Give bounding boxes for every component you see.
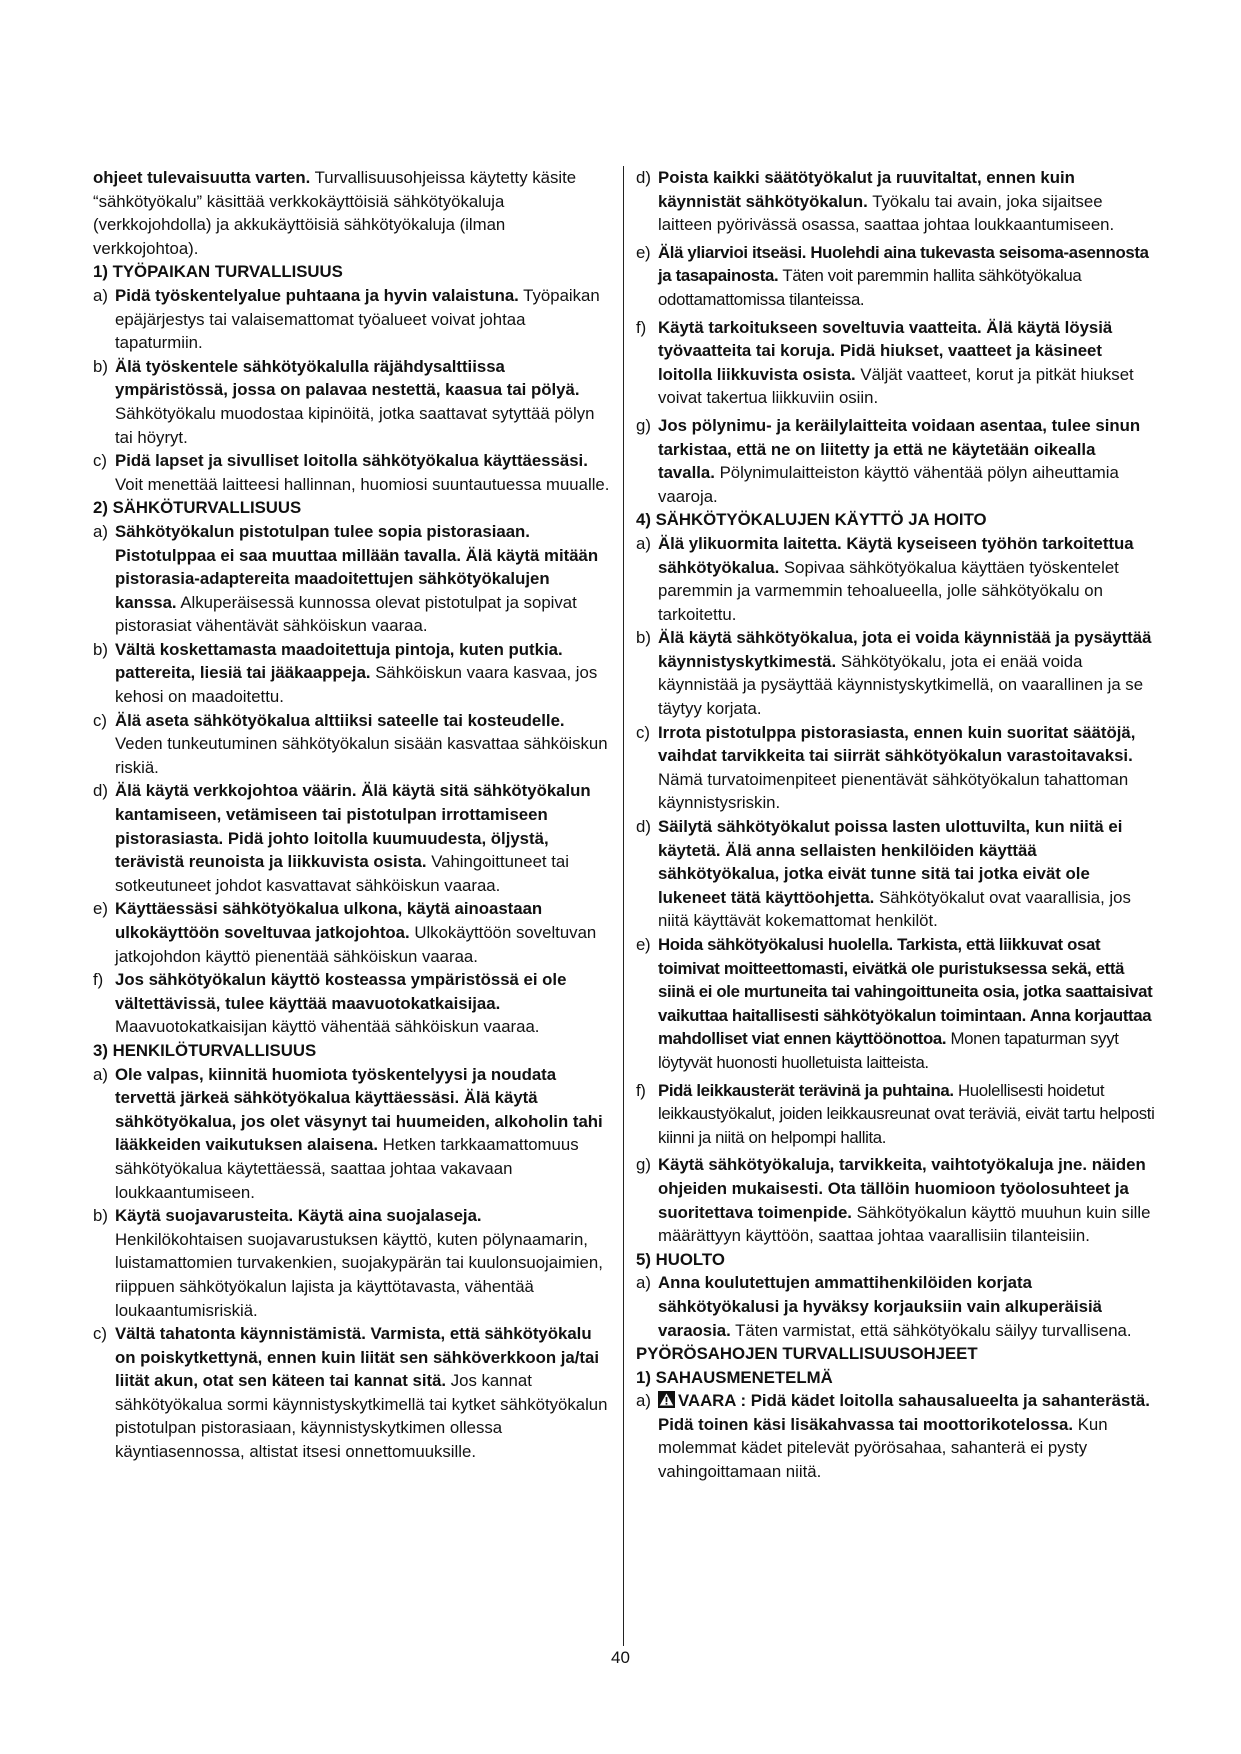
list-item: c) Vältä tahatonta käynnistämistä. Varmista, että sähkötyökalu on poiskytkettynä, ennen kuin liität sen sähköverkkoon ja/tai liität akun, otat sen käteen tai kannat sitä. Jos kannat sähkötyökalua sormi käynnistyskytkimellä tai kytket sähkötyökalun pistotulpan pistorasiaan, käynnistyskytkimen ollessa käyntiasennossa, altistat itsesi onnettomuuksille.: [93, 1324, 608, 1462]
list-item: b) Vältä koskettamasta maadoitettuja pintoja, kuten putkia. pattereita, liesiä tai jääkaappeja. Sähköiskun vaara kasvaa, jos kehosi on maadoitettu.: [93, 639, 598, 707]
list-item: c) Irrota pistotulppa pistorasiasta, ennen kuin suoritat säätöjä, vaihdat tarvikkeita tai siirrät sähkötyökalun varastoitavaksi. Nämä turvatoimenpiteet pienentävät sähkötyökalun tahattoman käynnistysriskin.: [636, 722, 1136, 813]
list-item: f) Käytä tarkoitukseen soveltuvia vaatteita. Älä käytä löysiä työvaatteita tai koruja. Pidä hiukset, vaatteet ja käsineet loitolla liikkuvista osista. Väljät vaatteet, korut ja pitkät hiukset voivat takertua liikkuviin osiin.: [636, 317, 1134, 408]
right-column: [636, 166, 1156, 1484]
list-item: b) Älä työskentele sähkötyökalulla räjähdysalttiissa ympäristössä, jossa on palavaa nestettä, kaasua tai pölyä. Sähkötyökalu muodostaa kipinöitä, jotka saattavat sytyttää pölyn tai höyryt.: [93, 356, 595, 447]
list-item: d) Säilytä sähkötyökalut poissa lasten ulottuvilta, kun niitä ei käytetä. Älä anna sellaisten henkilöiden käyttää sähkötyökalua, jotka eivät tunne sitä tai jotka eivät ole lukeneet tätä käyttöohjetta. Sähkötyökalut ovat vaarallisia, jos niitä käyttävät kokemattomat henkilöt.: [636, 817, 1131, 931]
list-item: c) Älä aseta sähkötyökalua alttiiksi sateelle tai kosteudelle. Veden tunkeutuminen sähkötyökalun sisään kasvattaa sähköiskun riskiä.: [93, 710, 608, 777]
section-heading-electrical-safety: 2) SÄHKÖTURVALLISUUS: [93, 498, 302, 518]
circular-saw-safety-title: PYÖRÖSAHOJEN TURVALLISUUSOHJEET: [636, 1344, 978, 1364]
section-heading-workplace-safety: 1) TYÖPAIKAN TURVALLISUUS: [93, 262, 343, 282]
list-item: a) Pidä työskentelyalue puhtaana ja hyvin valaistuna. Työpaikan epäjärjestys tai valaisemattomat työalueet voivat johtaa tapaturmiin.: [93, 285, 600, 353]
list-item: e) Älä yliarvioi itseäsi. Huolehdi aina tukevasta seisoma-asennosta ja tasapainosta. Täten voit paremmin hallita sähkötyökalua odottamattomissa tilanteissa.: [636, 242, 1149, 309]
list-item: c) Pidä lapset ja sivulliset loitolla sähkötyökalua käyttäessäsi. Voit menettää laitteesi hallinnan, huomiosi suuntautuessa muualle.: [93, 451, 610, 494]
list-item: a) Sähkötyökalun pistotulpan tulee sopia pistorasiaan. Pistotulppaa ei saa muuttaa millään tavalla. Älä käytä mitään pistorasia-adaptereita maadoitettujen sähkötyökalujen kanssa. Alkuperäisessä kunnossa olevat pistotulpat ja sopivat pistorasiat vähentävät sähköiskun vaaraa.: [93, 521, 599, 636]
list-item: d) Poista kaikki säätötyökalut ja ruuvitaltat, ennen kuin käynnistät sähkötyökalun. Työkalu tai avain, joka sijaitsee laitteen pyörivässä osassa, saattaa johtaa loukkaantumiseen.: [636, 168, 1115, 235]
intro-paragraph: ohjeet tulevaisuutta varten. Turvallisuusohjeissa käytetty käsite “sähkötyökalu” käsittää verkkokäyttöisiä sähkötyökaluja (verkkojohdolla) ja akkukäyttöisiä sähkötyökaluja (ilman verkkojohtoa).: [93, 168, 577, 258]
warning-triangle-icon: [658, 1391, 675, 1408]
list-item: g) Jos pölynimu- ja keräilylaitteita voidaan asentaa, tulee sinun tarkistaa, että ne on liitetty ja että ne käytetään oikealla tavalla. Pölynimulaitteiston käyttö vähentää pölyn aiheuttamia vaaroja.: [636, 415, 1141, 506]
list-item: b) Älä käytä sähkötyökalua, jota ei voida käynnistää ja pysäyttää käynnistyskytkimestä. Sähkötyökalu, jota ei enää voida käynnistää ja pysäyttää käynnistyskytkimellä, on vaarallinen ja se täytyy korjata.: [636, 628, 1152, 719]
section-heading-sawing-method: 1) SAHAUSMENETELMÄ: [636, 1367, 833, 1387]
list-item: a) VAARA : Pidä kädet loitolla sahausalueelta ja sahanterästä. Pidä toinen käsi lisäkahvassa tai moottorikotelossa. Kun molemmat kädet pitelevät pyörösahaa, sahanterä ei pysty vahingoittamaan niitä.: [636, 1391, 1150, 1482]
section-heading-personal-safety: 3) HENKILÖTURVALLISUUS: [93, 1040, 317, 1060]
list-item: a) Älä ylikuormita laitetta. Käytä kyseiseen työhön tarkoitettua sähkötyökalua. Sopivaa sähkötyökalua käyttäen työskentelet paremmin ja varmemmin tehoalueella, jolle sähkötyökalu on tarkoitettu.: [636, 533, 1134, 624]
list-item: g) Käytä sähkötyökaluja, tarvikkeita, vaihtotyökaluja jne. näiden ohjeiden mukaisesti. Ota tällöin huomioon työolosuhteet ja suoritettava toimenpide. Sähkötyökalun käyttö muuhun kuin sille määrättyyn käyttöön, saattaa johtaa vaarallisiin tilanteisiin.: [636, 1155, 1151, 1246]
list-item: a) Anna koulutettujen ammattihenkilöiden korjata sähkötyökalusi ja hyväksy korjauksiin vain alkuperäisiä varaosia. Täten varmistat, että sähkötyökalu säilyy turvallisena.: [636, 1273, 1132, 1340]
page-number: 40: [611, 1648, 630, 1667]
column-divider: [623, 166, 624, 1646]
list-item: f) Pidä leikkausterät terävinä ja puhtaina. Huolellisesti hoidetut leikkaustyökalut, joiden leikkausreunat ovat teräviä, eivät tartu helposti kiinni ja niitä on helpompi hallita.: [636, 1080, 1155, 1147]
section-heading-service: 5) HUOLTO: [636, 1249, 725, 1269]
list-item: f) Jos sähkötyökalun käyttö kosteassa ympäristössä ei ole vältettävissä, tulee käyttää maavuotokatkaisijaa. Maavuotokatkaisijan käyttö vähentää sähköiskun vaaraa.: [93, 970, 567, 1037]
left-column: [93, 166, 613, 1464]
section-heading-tool-use-and-care: 4) SÄHKÖTYÖKALUJEN KÄYTTÖ JA HOITO: [636, 510, 987, 530]
list-item: a) Ole valpas, kiinnitä huomiota työskentelyysi ja noudata tervettä järkeä sähkötyökalua käyttäessäsi. Älä käytä sähkötyökalua, jos olet väsynyt tai huumeiden, alkoholin tahi lääkkeiden vaikutuksen alaisena. Hetken tarkkaamattomuus sähkötyökalua käytettäessä, saattaa johtaa vakavaan loukkaantumiseen.: [93, 1064, 603, 1202]
list-item: b) Käytä suojavarusteita. Käytä aina suojalaseja. Henkilökohtaisen suojavarustuksen käyttö, kuten pölynaamarin, luistamattomien turvakenkien, suojakypärän tai kuulonsuojaimien, riippuen sähkötyökalun lajista ja käyttötavasta, vähentää loukaantumisriskiä.: [93, 1206, 603, 1320]
list-item: d) Älä käytä verkkojohtoa väärin. Älä käytä sitä sähkötyökalun kantamiseen, vetämiseen tai pistotulpan irrottamiseen pistorasiasta. Pidä johto loitolla kuumuudesta, öljystä, terävistä reunoista ja liikkuvista osista. Vahingoittuneet tai sotkeutuneet johdot kasvattavat sähköiskun vaaraa.: [93, 781, 591, 895]
list-item: e) Hoida sähkötyökalusi huolella. Tarkista, että liikkuvat osat toimivat moitteettomasti, eivätkä ole puristuksessa sekä, että siinä ei ole murtuneita tai vahingoittuneita osia, jotka saattaisivat vaikuttaa haitallisesti sähkötyökalun toimintaan. Anna korjauttaa mahdolliset viat ennen käyttöönottoa. Monen tapaturman syyt löytyvät huonosti huolletuista laitteista.: [636, 935, 1153, 1072]
list-item: e) Käyttäessäsi sähkötyökalua ulkona, käytä ainoastaan ulkokäyttöön soveltuvaa jatkojohtoa. Ulkokäyttöön soveltuvan jatkojohdon käyttö pienentää sähköiskun vaaraa.: [93, 899, 597, 966]
